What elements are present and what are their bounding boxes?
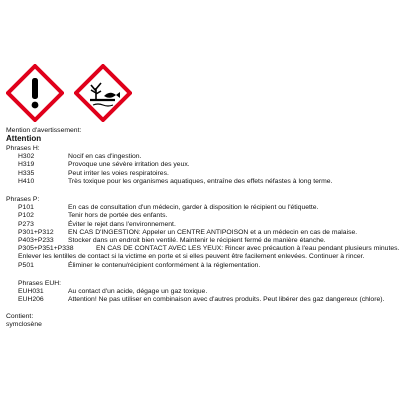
p-text: En cas de consultation d'un médecin, garder à disposition le récipient ou l'étiquette. xyxy=(68,204,319,211)
h-text: Très toxique pour les organismes aquatiques, entraîne des effets néfastes à long terme. xyxy=(68,178,333,185)
p-text: Tenir hors de portée des enfants. xyxy=(68,212,168,219)
p-code: P301+P312 xyxy=(18,229,54,236)
euh-phrases-heading: Phrases EUH: xyxy=(18,280,62,287)
environment-pictogram-icon xyxy=(74,64,132,122)
content-value: symclosène xyxy=(6,321,42,328)
h-code: H302 xyxy=(18,153,35,160)
p-text: Éliminer le contenu/récipient conformément à la réglementation. xyxy=(68,262,261,269)
h-text: Peut irriter les voies respiratoires. xyxy=(68,170,169,177)
signal-word: Attention xyxy=(6,134,42,143)
euh-text: Attention! Ne pas utiliser en combinaison avec d'autres produits. Peut libérer des gaz dangereux (chlore). xyxy=(68,296,385,303)
euh-text: Au contact d'un acide, dégage un gaz toxique. xyxy=(68,288,208,295)
p-code: P102 xyxy=(18,212,34,219)
euh-code: EUH031 xyxy=(18,288,44,295)
p-text: EN CAS DE CONTACT AVEC LES YEUX: Rincer avec précaution à l'eau pendant plusieurs minutes. xyxy=(96,245,400,252)
h-code: H319 xyxy=(18,161,35,168)
p-text: EN CAS D'INGESTION: Appeler un CENTRE ANTIPOISON et a un médecin en cas de malaise. xyxy=(68,229,358,236)
content-label: Contient: xyxy=(6,313,34,320)
p-code: P403+P233 xyxy=(18,237,54,244)
h-code: H335 xyxy=(18,170,35,177)
p-code: P305+P351+P338 xyxy=(18,245,74,252)
signal-word-label: Mention d'avertissement: xyxy=(6,127,82,134)
h-text: Nocif en cas d'ingestion. xyxy=(68,153,142,160)
p-text-continued: Enlever les lentilles de contact si la victime en porte et si elles peuvent être facilement enlevées. Continuer à rincer. xyxy=(18,253,365,260)
p-text: Éviter le rejet dans l'environnement. xyxy=(68,221,176,228)
p-text: Stocker dans un endroit bien ventilé. Maintenir le récipient fermé de manière étanche. xyxy=(68,237,326,244)
p-code: P273 xyxy=(18,221,34,228)
exclamation-mark-pictogram-icon xyxy=(6,64,64,122)
euh-code: EUH206 xyxy=(18,296,44,303)
h-text: Provoque une sévère irritation des yeux. xyxy=(68,161,190,168)
p-code: P101 xyxy=(18,204,34,211)
h-phrases-heading: Phrases H: xyxy=(6,145,40,152)
p-phrases-heading: Phrases P: xyxy=(6,196,40,203)
h-code: H410 xyxy=(18,178,35,185)
p-code: P501 xyxy=(18,262,34,269)
